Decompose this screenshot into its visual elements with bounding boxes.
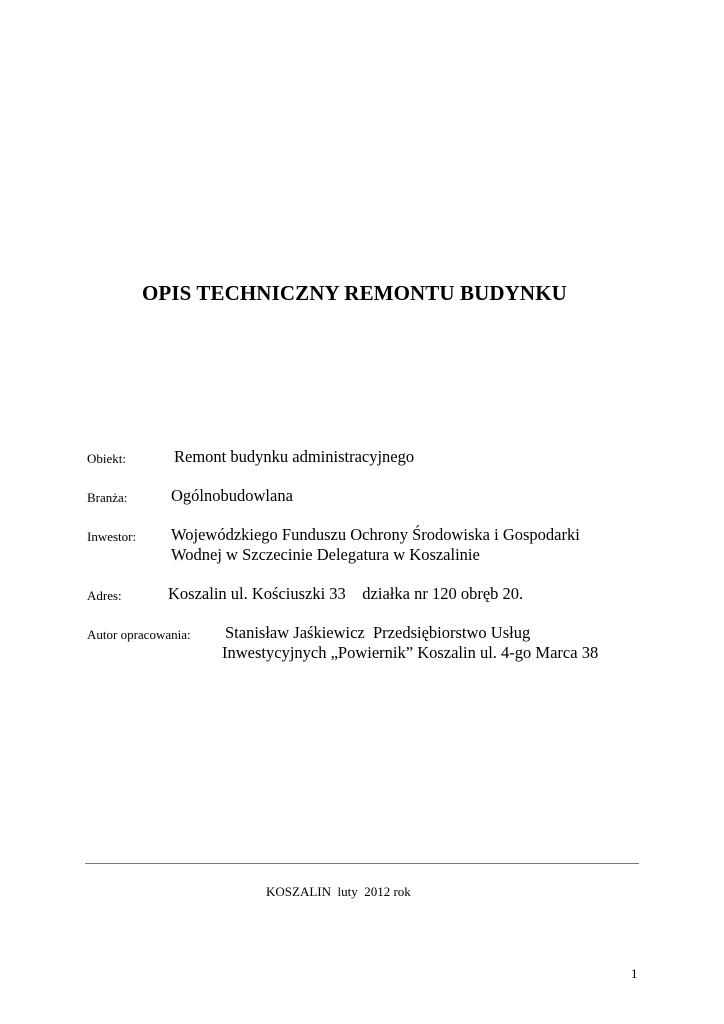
inwestor-label: Inwestor: bbox=[87, 529, 137, 544]
obiekt-value: Remont budynku administracyjnego bbox=[174, 447, 415, 466]
obiekt-label: Obiekt: bbox=[87, 451, 126, 466]
autor-value-line2: Inwestycyjnych „Powiernik” Koszalin ul. 4-go Marca 38 bbox=[222, 643, 599, 662]
autor-value-line1: Stanisław Jaśkiewicz Przedsiębiorstwo Usług bbox=[225, 623, 531, 642]
footer-divider bbox=[85, 863, 639, 864]
page-number: 1 bbox=[631, 966, 638, 981]
adres-label: Adres: bbox=[87, 588, 122, 603]
inwestor-value-line1: Wojewódzkiego Funduszu Ochrony Środowiska i Gospodarki bbox=[171, 525, 580, 544]
footer-text: KOSZALIN luty 2012 rok bbox=[266, 884, 411, 899]
branza-label: Branża: bbox=[87, 490, 128, 505]
inwestor-value-line2: Wodnej w Szczecinie Delegatura w Koszalinie bbox=[171, 545, 480, 564]
adres-value: Koszalin ul. Kościuszki 33 działka nr 120 obręb 20. bbox=[168, 584, 524, 603]
branza-value: Ogólnobudowlana bbox=[171, 486, 293, 505]
document-title: OPIS TECHNICZNY REMONTU BUDYNKU bbox=[142, 281, 567, 305]
autor-label: Autor opracowania: bbox=[87, 627, 191, 642]
